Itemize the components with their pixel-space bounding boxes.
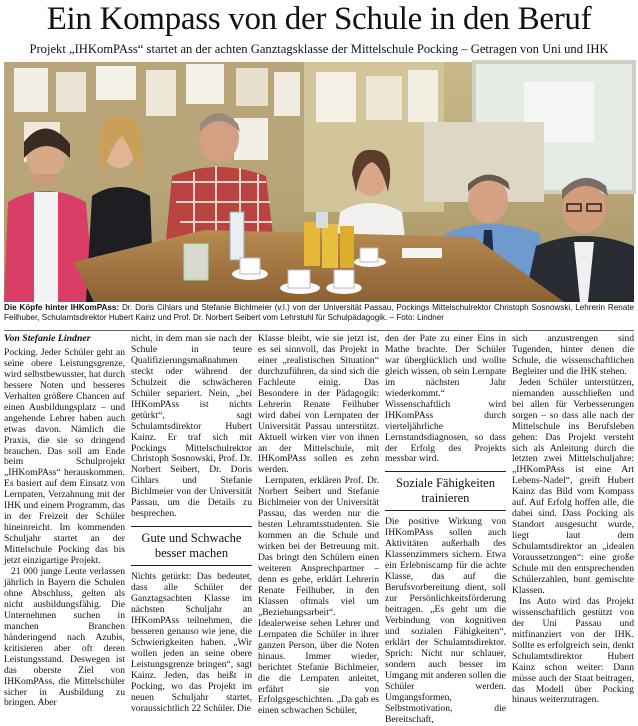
- paragraph: Jeden Schüler unterstützen, niemanden ausschließen und bei allen für Verbesserungen sorgen – so dass alle nach der Mittelschule ins Berufsleben gehen: Das Projekt versteht sich als Anleitung durch die letzten zwei Mittelschuljahre: „IHKomPAss ist eine Art Lebens-Nadel“, greift Hubert Kainz das Bild vom Kompass auf. Auf Erfolg hoffen alle, die dabei sind. Dass Pocking als Standort ausgesucht wurde, liegt laut dem Schulamtsdirektor an „idealen Voraussetzungen“: eine große Schule mit den entsprechenden Schülerzahlen, bunt gemischte Klassen.: [512, 376, 634, 596]
- paragraph: Die positive Wirkung von IHKomPAss sollen auch Aktivitäten außerhalb des Klassenzimmers sichern. Etwa ein Erlebniscamp für die achte Klasse, das auf die Berufsvorbereitung dient, soll zur Persönlichkeitsförderung beitragen. „Es geht um die Verbindung von kognitiven und sozialen Fähigkeiten“, erklärt der Schulamtsdirektor. Sprich: Nicht nur schlauer, sondern auch besser im Umgang mit anderen sollen die Schüler werden. Umgangsformen, Selbstmotivation, die Bereitschaft,: [385, 516, 506, 725]
- article-column-4: [385, 333, 506, 725]
- paragraph: nicht, in dem man sie nach der Schule in teure Qualifizierungsmaßnahmen steckt oder während der Schulzeit die schwächeren Schüler separiert. Nein, „bei IHKomPAss ist nichts getürkt“, sagt Schulamtsdirektor Hubert Kainz. Er traf sich mit Pockings Mittelschulrektor Christoph Sosnowski, Prof. Dr. Norbert Seibert, Dr. Doris Cihlars und Stefanie Bichlmeier von der Universität Passau, um die Details zu besprechen.: [131, 333, 252, 520]
- photo-caption: [4, 303, 634, 329]
- article-column-2: [131, 333, 252, 714]
- photo-illustration: [4, 62, 634, 302]
- article-subhead: Projekt „IHKomPAss“ startet an der achten Ganztagsklasse der Mittelschule Pocking – Getragen von Uni und IHK: [29, 42, 609, 56]
- article-photo: [4, 62, 634, 302]
- section-heading-1: Gute und Schwache besser machen: [131, 526, 252, 566]
- caption-credit: – Foto: Lindner: [389, 312, 444, 322]
- paragraph: sich anzustrengen sind Tugenden, hinter denen die Schule, die wissenschaftlichen Begleiter und die IHK stehen.: [512, 333, 634, 377]
- paragraph: den der Pate zu einer Eins in Mathe brachte. Der Schüler war überglücklich und wollte gleich wissen, ob sein Lernpate im nächsten Jahr wiederkommt.“ Wissenschaftlich wird IHKomPAss durch vierteljährliche Lernstandsdiagnosen, so dass der Erfolg des Projekts messbar wird.: [385, 333, 506, 465]
- article-byline: Von Stefanie Lindner: [4, 333, 91, 344]
- caption-divider: [4, 330, 634, 331]
- paragraph: Ins Auto wird das Projekt wissenschaftlich gestützt von der Uni Passau und mitfinanziert von der IHK. Sollte es erfolgreich sein, denkt Schulamtsdirektor Hubert Kainz schon weiter: Dann müsse auch der Staat beitragen, das Modell über Pocking hinaus weiterzutragen.: [512, 595, 634, 706]
- article-column-5: [512, 333, 634, 706]
- article-headline: Ein Kompass von der Schule in den Beruf: [46, 1, 592, 37]
- article-column-3: [258, 333, 379, 717]
- article-column-1: [4, 333, 125, 709]
- section-heading-2: Soziale Fähigkeiten trainieren: [385, 471, 506, 511]
- paragraph: Lernpaten, erklären Prof. Dr. Norbert Seibert und Stefanie Bichlmeier von der Universität Passau, das werden nur die besten Lehramtsstudenten. Sie kommen an die Schule und wirken bei der Betreuung mit. Das bringt den Schülern einen weiteren Ansprechpartner – denn es gehe, erklärt Lehrerin Renate Feilhuber, in den Klassen oftmals viel um „Beziehungsarbeit“. Idealerweise sehen Lehrer und Lernpaten die Schüler in ihrer ganzen Person, über die Noten hinaus. Immer wieder, berichtet Stefanie Bichlmeier, die die Lernpaten anleitet, erfährt sie von Erfolgsgeschichten. „Da gab es einen schwachen Schüler,: [258, 475, 379, 717]
- paragraph: Nichts getürkt: Das bedeutet, dass alle Schüler der Ganztagsachten Klasse im nächsten Schuljahr an IHKomPAss teilnehmen, die besseren genauso wie jene, die Schwierigkeiten haben. „Wir wollen jeden an seine obere Leistungsgrenze bringen“, sagt Kainz. Jeden, das heißt in Pocking, wo das Projekt im neuen Schuljahr startet, voraussichtlich 22 Schüler. Die: [131, 571, 252, 714]
- caption-text: Dr. Doris Cihlars und Stefanie Bichlmeier (v.l.) von der Universität Passau, Pockings Mittelschulrektor Christoph Sosnowski, Lehrerin Renate Feilhuber, Schulamtsdirektor Hubert Kainz und Prof. Dr. Norbert Seibert vom Lehrstuhl für Schulpädagogik.: [4, 303, 634, 322]
- paragraph: Klasse bleibt, wie sie jetzt ist, es sei sinnvoll, das Projekt in einer „realistischen Situation“ durchzuführen, da sind sich die Fachleute einig. Das Besondere in der Pädagogik: Lehrerin Renate Feilhuber wird dabei von Lernpaten der Universität Passau unterstützt. Aktuell wirken vier von ihnen an der Mittelschule, mit IHKomPAss sollen es zehn werden.: [258, 333, 379, 476]
- caption-lead: Die Köpfe hinter IHKomPAss:: [4, 303, 120, 312]
- paragraph: 21 000 junge Leute verlassen jährlich in Bayern die Schulen ohne Abschluss, gelten als nicht ausbildungsfähig. Die Unternehmen suchen in manchen Branchen händeringend nach Azubis, kritisieren aber oft deren Leistungsstand. Deswegen ist das oberste Ziel von IHKomPAss, die Mittelschüler sicher in Ausbildung zu bringen. Aber: [4, 566, 125, 709]
- paragraph: Pocking. Jeder Schüler geht an seine obere Leistungsgrenze, wird selbstbewusster, hat durch bessere Noten und besseres Verhalten größere Chancen auf einen Ausbildungsplatz – und angehende Lehrer haben auch etwas davon. Nämlich die Praxis, die sie so dringend brauchen. Das soll am Ende beim Schulprojekt „IHKomPAss“ herauskommen. Es basiert auf dem Einsatz von Lernpaten, Verzahnung mit der IHK und einem Programm, das in der Freizeit der Schüler hineinreicht. Im kommenden Schuljahr startet an der Mittelschule Pocking das bis jetzt einzigartige Projekt.: [4, 346, 125, 567]
